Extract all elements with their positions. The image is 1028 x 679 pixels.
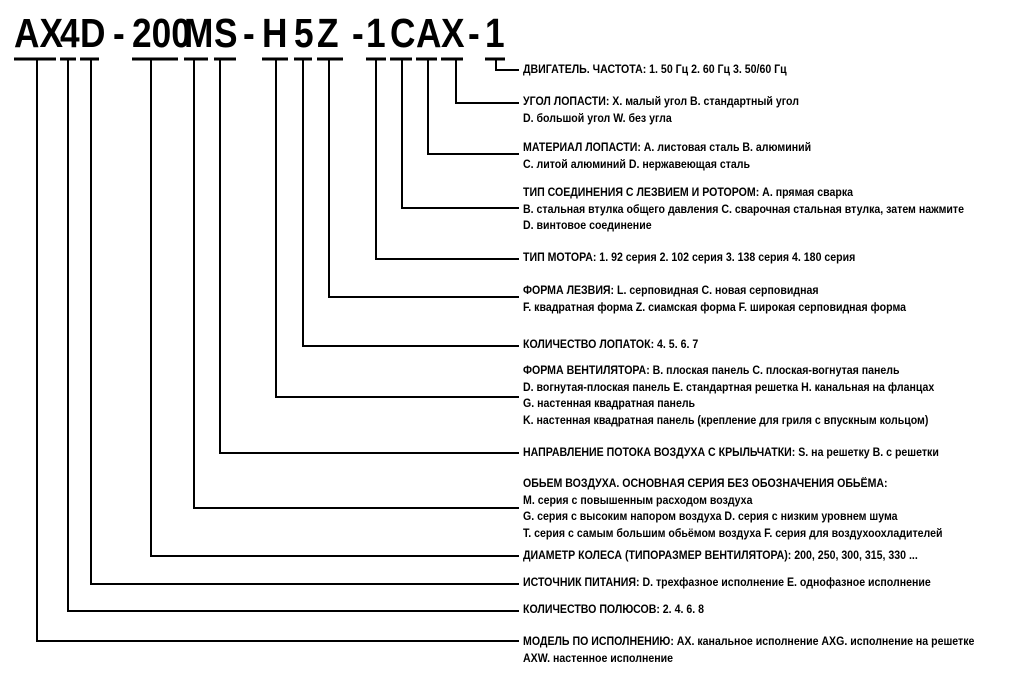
description-line: ДВИГАТЕЛЬ. ЧАСТОТА: 1. 50 Гц 2. 60 Гц 3. 50/60 Гц [523,64,787,76]
description-line: ТИП СОЕДИНЕНИЯ С ЛЕЗВИЕМ И РОТОРОМ: A. прямая сварка [523,187,854,199]
description-line: G. настенная квадратная панель [523,398,696,411]
description-line: УГОЛ ЛОПАСТИ: X. малый угол B. стандартный угол [523,96,799,108]
description-line: D. вогнутая-плоская панель E. стандартная решетка H. канальная на фланцах [523,381,935,394]
description-line: D. винтовое соединение [523,220,652,233]
code-segment-diameter: 200 [132,10,191,56]
description-line: ФОРМА ЛЕЗВИЯ: L. серповидная C. новая серповидная [523,285,819,297]
description-line: M. серия с повышенным расходом воздуха [523,494,753,507]
description-line: МОДЕЛЬ ПО ИСПОЛНЕНИЮ: AX. канальное исполнение AXG. исполнение на решетке [523,636,975,648]
description-line: ДИАМЕТР КОЛЕСА (ТИПОРАЗМЕР ВЕНТИЛЯТОРА): 200, 250, 300, 315, 330 ... [523,550,918,562]
code-segment-angle: X [441,10,465,56]
code-segment-dash2: - [243,10,255,56]
code-segment-dash4: - [468,10,480,56]
description-line: МАТЕРИАЛ ЛОПАСТИ: A. листовая сталь B. алюминий [523,142,812,154]
description-line: C. литой алюминий D. нержавеющая сталь [523,158,751,171]
code-segment-motor: 1 [366,10,386,56]
code-segment-blade-form: Z [317,10,339,56]
description-line: ТИП МОТОРА: 1. 92 серия 2. 102 серия 3. 138 серия 4. 180 серия [523,252,856,264]
description-poles [523,602,704,619]
code-segment-flow: S [214,10,238,56]
description-diameter [523,548,918,565]
description-volume [523,476,942,542]
description-material [523,140,811,173]
description-line: НАПРАВЛЕНИЕ ПОТОКА ВОЗДУХА С КРЫЛЬЧАТКИ: S. на решетку B. с решетки [523,447,939,459]
description-line: T. серия с самым большим обьёмом воздуха F. серия для воздухоохладителей [523,527,943,540]
code-segment-model: AX [14,10,63,56]
description-blades [523,337,698,354]
code-segment-poles: 4 [60,10,80,56]
description-line: AXW. настенное исполнение [523,652,674,665]
code-segment-connection: C [390,10,416,56]
description-line: G. серия с высоким напором воздуха D. серия с низким уровнем шума [523,511,898,524]
code-segment-blades: 5 [294,10,314,56]
description-line: КОЛИЧЕСТВО ЛОПАТОК: 4. 5. 6. 7 [523,339,699,351]
code-segment-volume: M [184,10,214,56]
code-segment-power: D [80,10,106,56]
description-line: ИСТОЧНИК ПИТАНИЯ: D. трехфазное исполнение E. однофазное исполнение [523,577,931,589]
description-line: ОБЬЕМ ВОЗДУХА. ОСНОВНАЯ СЕРИЯ БЕЗ ОБОЗНАЧЕНИЯ ОБЬЁМА: [523,478,888,490]
description-connection [523,185,964,235]
description-line: D. большой угол W. без угла [523,112,672,125]
description-blade-form [523,283,906,316]
code-segment-dash1: - [113,10,125,56]
code-segment-material: A [416,10,442,56]
code-segment-dash3: - [352,10,364,56]
description-power [523,575,931,592]
code-segment-frequency: 1 [485,10,505,56]
description-flow [523,445,939,462]
description-line: K. настенная квадратная панель (крепление для гриля с впускным кольцом) [523,414,929,427]
description-model [523,634,974,667]
description-line: F. квадратная форма Z. сиамская форма F. широкая серповидная форма [523,301,907,314]
description-angle [523,94,799,127]
description-line: ФОРМА ВЕНТИЛЯТОРА: B. плоская панель C. плоская-вогнутая панель [523,365,900,377]
description-motor [523,250,855,267]
description-shape [523,363,934,429]
description-line: B. стальная втулка общего давления C. сварочная стальная втулка, затем нажмите [523,203,965,216]
description-frequency [523,62,787,79]
code-segment-shape: H [262,10,288,56]
description-line: КОЛИЧЕСТВО ПОЛЮСОВ: 2. 4. 6. 8 [523,604,704,616]
